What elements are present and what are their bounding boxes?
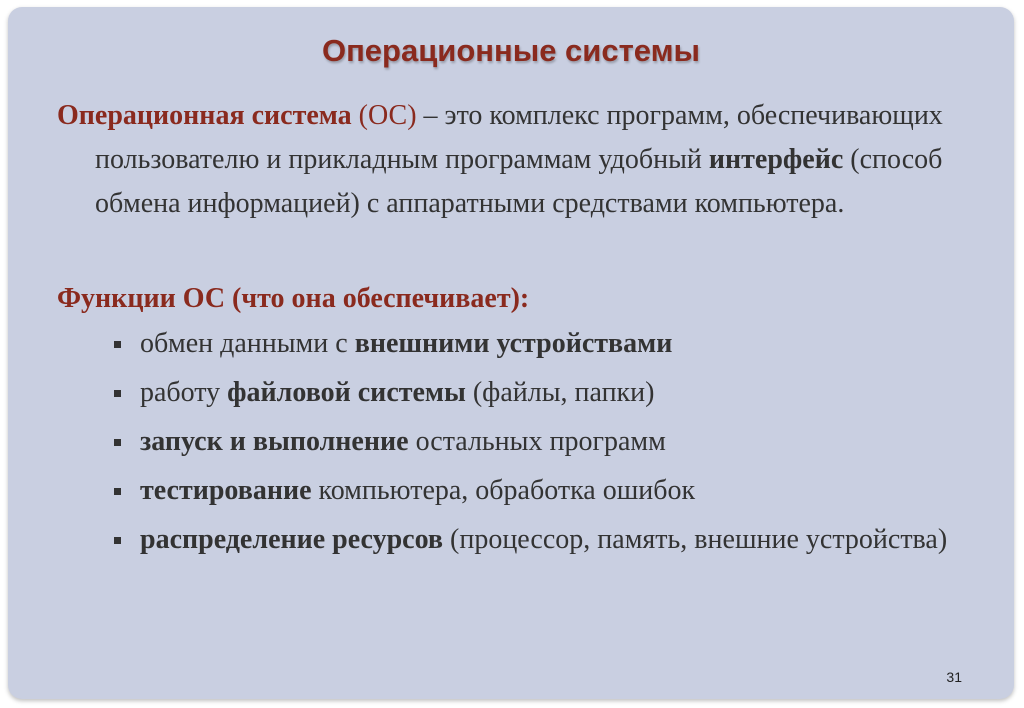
item-text: компьютера, обработка ошибок — [311, 475, 696, 506]
bullet-square-icon — [114, 439, 121, 446]
bullet-square-icon — [114, 390, 121, 397]
item-text: (процессор, память, внешние устройства) — [443, 524, 948, 555]
functions-heading: Функции ОС (что она обеспечивает): — [57, 283, 530, 314]
item-text: обмен данными с — [140, 328, 355, 359]
definition-term: Операционная система — [57, 100, 352, 131]
item-bold-text: файловой системы — [227, 377, 466, 408]
item-text: (файлы, папки) — [465, 377, 655, 408]
bullet-square-icon — [114, 341, 121, 348]
definition-text-2: (способ обмена информацией) с аппаратными средствами компьютера. — [95, 144, 943, 219]
item-text: остальных программ — [408, 426, 666, 457]
item-text: работу — [140, 377, 228, 408]
definition-paragraph — [57, 94, 1015, 226]
bullet-square-icon — [114, 537, 121, 544]
list-item — [112, 523, 972, 557]
list-item — [112, 376, 972, 410]
definition-keyword: интерфейс — [708, 144, 844, 175]
definition-text-1: – это комплекс программ, обеспечивающих пользователю и прикладным программам удобный — [95, 100, 943, 175]
item-bold-text: тестирование — [140, 475, 312, 506]
functions-list — [112, 327, 972, 572]
bullet-square-icon — [114, 488, 121, 495]
slide — [8, 7, 1014, 699]
definition-abbr: (ОС) — [351, 100, 417, 131]
list-item — [112, 425, 972, 459]
item-bold-text: распределение ресурсов — [140, 524, 444, 555]
page-number: 31 — [946, 669, 962, 685]
list-item — [112, 327, 972, 361]
item-bold-text: внешними устройствами — [354, 328, 673, 359]
item-bold-text: запуск и выполнение — [140, 426, 409, 457]
slide-title: Операционные системы — [321, 33, 701, 68]
list-item — [112, 474, 972, 508]
